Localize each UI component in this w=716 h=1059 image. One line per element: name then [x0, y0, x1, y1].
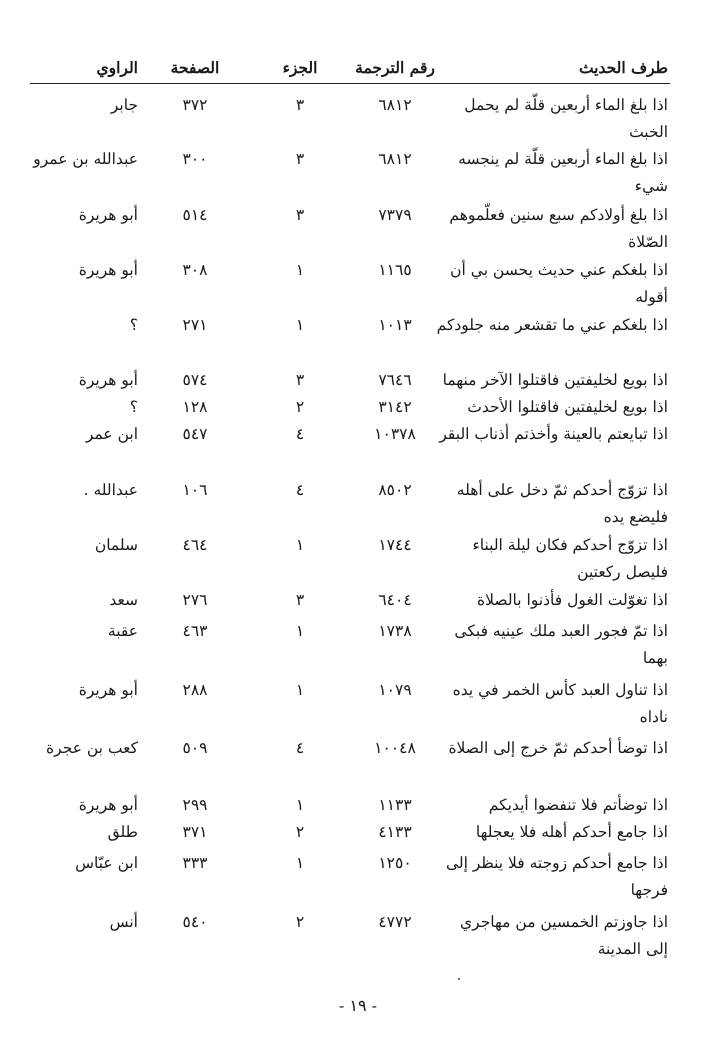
- cell-page: ٥١٤: [182, 206, 208, 224]
- cell-rawi: عبدالله .: [83, 481, 138, 499]
- cell-number: ٧٦٤٦: [378, 371, 412, 389]
- cell-number: ١٠٧٩: [378, 681, 412, 699]
- cell-hadith: اذا بويع لخليفتين فاقتلوا الأحدث: [467, 398, 668, 416]
- cell-hadith: اذا تزوّج أحدكم فكان ليلة البناء فليصل ركعتين: [472, 536, 668, 581]
- cell-hadith: اذا بلغ الماء أربعين قلّة لم يحمل الخبث: [464, 96, 668, 141]
- cell-juz: ٣: [295, 96, 305, 114]
- cell-number: ١٠١٣: [378, 316, 412, 334]
- cell-number: ٣١٤٢: [378, 398, 412, 416]
- cell-hadith: اذا توضأ أحدكم ثمّ خرج إلى الصلاة: [448, 739, 668, 757]
- cell-page: ٤٦٤: [182, 536, 208, 554]
- cell-rawi: سلمان: [94, 536, 138, 554]
- header-juz: الجزء: [282, 58, 318, 77]
- cell-hadith: اذا بويع لخليفتين فاقتلوا الآخر منهما: [442, 371, 668, 389]
- cell-juz: ٤: [295, 425, 305, 443]
- cell-juz: ٢: [295, 913, 305, 931]
- cell-number: ١١٣٣: [378, 796, 412, 814]
- cell-juz: ٢: [295, 823, 305, 841]
- cell-rawi: طلق: [107, 823, 138, 841]
- cell-number: ١٧٣٨: [378, 622, 412, 640]
- cell-hadith: اذا تزوّج أحدكم ثمّ دخل على أهله فليضع يده: [456, 481, 668, 526]
- cell-page: ٣٧١: [182, 823, 208, 841]
- cell-page: ٥٤٠: [182, 913, 208, 931]
- cell-hadith: اذا بلغ أولادكم سبع سنين فعلّموهم الصّلاة: [449, 206, 668, 251]
- cell-rawi: أنس: [109, 913, 138, 931]
- cell-number: ١٠٠٤٨: [374, 739, 416, 757]
- cell-page: ٢٧٦: [182, 591, 208, 609]
- cell-rawi: كعب بن عجرة: [46, 739, 138, 757]
- cell-rawi: ؟: [129, 316, 138, 334]
- cell-number: ١٧٤٤: [378, 536, 412, 554]
- cell-number: ٦٤٠٤: [378, 591, 412, 609]
- cell-juz: ٣: [295, 371, 305, 389]
- cell-juz: ١: [295, 536, 305, 554]
- cell-page: ٣٠٠: [182, 150, 208, 168]
- cell-rawi: جابر: [110, 96, 138, 114]
- cell-page: ٣٠٨: [182, 261, 208, 279]
- cell-juz: ٢: [295, 398, 305, 416]
- cell-hadith: اذا تمّ فجور العبد ملك عينيه فبكى بهما: [454, 622, 668, 667]
- cell-rawi: أبو هريرة: [78, 681, 138, 699]
- cell-rawi: أبو هريرة: [78, 261, 138, 279]
- header-page: الصفحة: [170, 58, 220, 77]
- stray-dot: [458, 978, 460, 980]
- cell-rawi: أبو هريرة: [78, 796, 138, 814]
- header-number: رقم الترجمة: [355, 58, 435, 77]
- cell-number: ٨٥٠٢: [378, 481, 412, 499]
- cell-page: ٥٤٧: [182, 425, 208, 443]
- cell-number: ٤١٣٣: [378, 823, 412, 841]
- header-divider: [30, 83, 670, 84]
- cell-juz: ١: [295, 622, 305, 640]
- cell-page: ٥٠٩: [182, 739, 208, 757]
- cell-number: ٧٣٧٩: [378, 206, 412, 224]
- cell-hadith: اذا تناول العبد كأس الخمر في يده ناداه: [452, 681, 668, 726]
- cell-rawi: أبو هريرة: [78, 206, 138, 224]
- cell-number: ١٠٣٧٨: [374, 425, 416, 443]
- cell-juz: ٣: [295, 206, 305, 224]
- cell-page: ١٠٦: [182, 481, 208, 499]
- cell-number: ١٢٥٠: [378, 854, 412, 872]
- cell-page: ٢٨٨: [182, 681, 208, 699]
- cell-hadith: اذا بلغكم عني ما تقشعر منه جلودكم: [436, 316, 668, 334]
- cell-number: ١١٦٥: [378, 261, 412, 279]
- cell-hadith: اذا توضأتم فلا تنفضوا أيديكم: [488, 796, 668, 814]
- cell-juz: ١: [295, 261, 305, 279]
- cell-number: ٦٨١٢: [378, 96, 412, 114]
- cell-number: ٦٨١٢: [378, 150, 412, 168]
- cell-juz: ١: [295, 796, 305, 814]
- cell-number: ٤٧٧٢: [378, 913, 412, 931]
- cell-juz: ٤: [295, 739, 305, 757]
- cell-page: ٢٩٩: [182, 796, 208, 814]
- cell-juz: ٣: [295, 591, 305, 609]
- cell-juz: ٤: [295, 481, 305, 499]
- cell-juz: ١: [295, 316, 305, 334]
- cell-hadith: اذا جامع أحدكم زوجته فلا ينظر إلى فرجها: [445, 854, 668, 899]
- cell-page: ١٢٨: [182, 398, 208, 416]
- cell-juz: ١: [295, 854, 305, 872]
- cell-rawi: ابن عمر: [85, 425, 138, 443]
- cell-rawi: ؟: [129, 398, 138, 416]
- header-rawi: الراوي: [96, 58, 138, 77]
- cell-rawi: عقبة: [107, 622, 138, 640]
- cell-page: ٣٣٣: [182, 854, 208, 872]
- header-hadith: طرف الحديث: [578, 58, 668, 77]
- cell-rawi: أبو هريرة: [78, 371, 138, 389]
- cell-hadith: اذا تبايعتم بالعينة وأخذتم أذناب البقر: [439, 425, 668, 443]
- cell-rawi: ابن عبّاس: [75, 854, 138, 872]
- cell-rawi: عبدالله بن عمرو: [33, 150, 138, 168]
- cell-page: ٥٧٤: [182, 371, 208, 389]
- cell-juz: ٣: [295, 150, 305, 168]
- page-number: - ١٩ -: [338, 996, 378, 1015]
- cell-page: ٢٧١: [182, 316, 208, 334]
- cell-page: ٣٧٢: [182, 96, 208, 114]
- cell-hadith: اذا جاوزتم الخمسين من مهاجري إلى المدينة: [460, 913, 668, 958]
- table-header: [0, 54, 716, 80]
- cell-hadith: اذا جامع أحدكم أهله فلا يعجلها: [475, 823, 668, 841]
- cell-hadith: اذا بلغكم عني حديث يحسن بي أن أقوله: [450, 261, 668, 306]
- cell-juz: ١: [295, 681, 305, 699]
- cell-hadith: اذا تغوّلت الغول فأذنوا بالصلاة: [477, 591, 668, 609]
- cell-page: ٤٦٣: [182, 622, 208, 640]
- cell-hadith: اذا بلغ الماء أربعين قلّة لم ينجسه شيء: [458, 150, 668, 195]
- cell-rawi: سعد: [109, 591, 138, 609]
